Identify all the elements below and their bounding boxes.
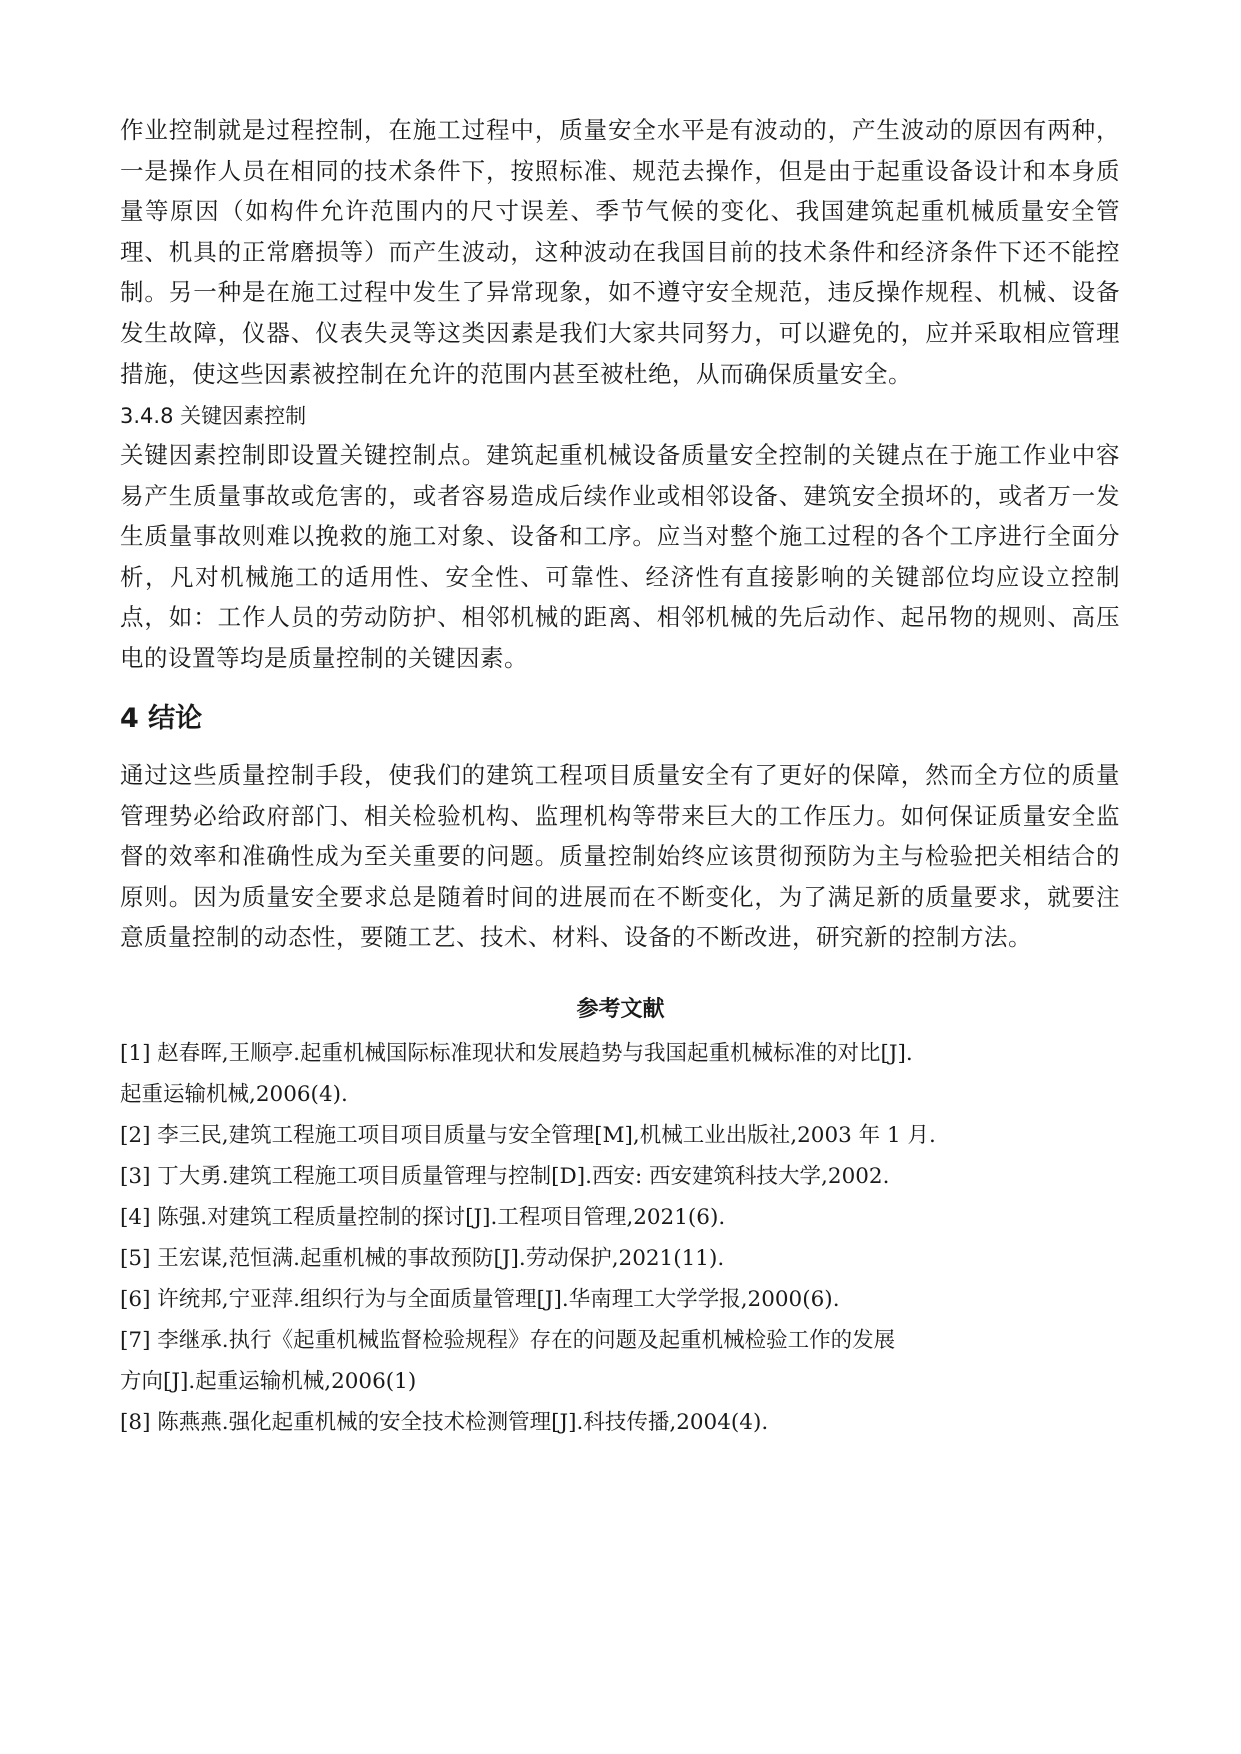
section-title-conclusion: 4 结论 <box>120 703 203 734</box>
reference-item: [1] 赵春晖,王顺亭.起重机械国际标准现状和发展趋势与我国起重机械标准的对比[J]. <box>120 1041 913 1066</box>
references-title: 参考文献 <box>576 997 665 1022</box>
body-paragraph-conclusion: 通过这些质量控制手段，使我们的建筑工程项目质量安全有了更好的保障，然而全方位的质量管理势必给政府部门、相关检验机构、监理机构等带来巨大的工作压力。如何保证质量安全监督的效率和准确性成为至关重要的问题。质量控制始终应该贯彻预防为主与检验把关相结合的原则。因为质量安全要求总是随着时间的进展而在不断变化，为了满足新的质量要求，就要注意质量控制的动态性，要随工艺、技术、材料、设备的不断改进，研究新的控制方法。 <box>120 761 1120 952</box>
subheading-key-factor-control: 3.4.8 关键因素控制 <box>120 404 307 428</box>
reference-item: [4] 陈强.对建筑工程质量控制的探讨[J].工程项目管理,2021(6). <box>120 1205 726 1230</box>
reference-item: [8] 陈燕燕.强化起重机械的安全技术检测管理[J].科技传播,2004(4). <box>120 1410 769 1435</box>
reference-item: 起重运输机械,2006(4). <box>120 1082 348 1107</box>
reference-item: [7] 李继承.执行《起重机械监督检验规程》存在的问题及起重机械检验工作的发展 <box>120 1328 896 1353</box>
reference-item: [2] 李三民,建筑工程施工项目项目质量与安全管理[M],机械工业出版社,2003 年 1 月. <box>120 1123 936 1148</box>
body-paragraph-key-factor-control: 关键因素控制即设置关键控制点。建筑起重机械设备质量安全控制的关键点在于施工作业中容易产生质量事故或危害的，或者容易造成后续作业或相邻设备、建筑安全损坏的，或者万一发生质量事故则难以挽救的施工对象、设备和工序。应当对整个施工过程的各个工序进行全面分析，凡对机械施工的适用性、安全性、可靠性、经济性有直接影响的关键部位均应设立控制点，如：工作人员的劳动防护、相邻机械的距离、相邻机械的先后动作、起吊物的规则、高压电的设置等均是质量控制的关键因素。 <box>120 441 1120 672</box>
reference-item: [5] 王宏谋,范恒满.起重机械的事故预防[J].劳动保护,2021(11). <box>120 1246 725 1271</box>
reference-item: [6] 许统邦,宁亚萍.组织行为与全面质量管理[J].华南理工大学学报,2000(6). <box>120 1287 840 1312</box>
reference-item: [3] 丁大勇.建筑工程施工项目质量管理与控制[D].西安: 西安建筑科技大学,2002. <box>120 1164 890 1189</box>
reference-item: 方向[J].起重运输机械,2006(1) <box>120 1369 417 1394</box>
body-paragraph-process-control: 作业控制就是过程控制，在施工过程中，质量安全水平是有波动的，产生波动的原因有两种，一是操作人员在相同的技术条件下，按照标准、规范去操作，但是由于起重设备设计和本身质量等原因（如构件允许范围内的尺寸误差、季节气候的变化、我国建筑起重机械质量安全管理、机具的正常磨损等）而产生波动，这种波动在我国目前的技术条件和经济条件下还不能控制。另一种是在施工过程中发生了异常现象，如不遵守安全规范，违反操作规程、机械、设备发生故障，仪器、仪表失灵等这类因素是我们大家共同努力，可以避免的，应并采取相应管理措施，使这些因素被控制在允许的范围内甚至被杜绝，从而确保质量安全。 <box>120 116 1120 388</box>
